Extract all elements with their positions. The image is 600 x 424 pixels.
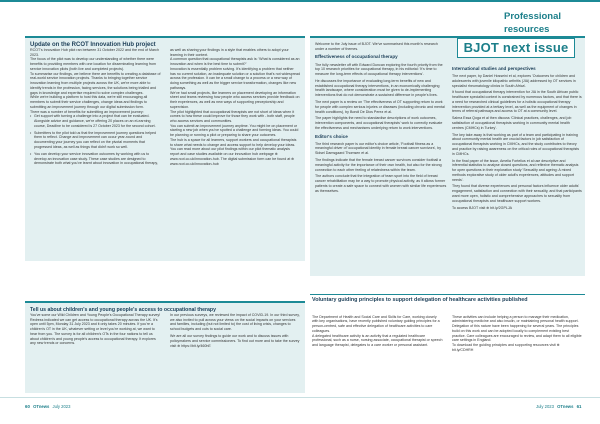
para: RCOT's Innovation Hub pilot ran between 31 October 2022 and the end of March 2023. — [30, 48, 159, 57]
innovation-col-1 — [30, 48, 162, 168]
innovation-hub-title: Update on the RCOT Innovation Hub project — [30, 42, 156, 48]
para: The hub is a space for all learners, support workers and occupational therapists to share what needs to change and access support to help develop your ideas. — [170, 137, 297, 147]
footer-pub-right: OTnews — [557, 404, 574, 409]
bjot-badge — [457, 38, 575, 58]
para: You've some our Wild Children and Young People's Occupational Therapy survey! Redress indicated we can get access to occupational therapy across the UK. It's open until 5pm, Monday 31 July 2023 and it only takes 20 minutes. If you're a children's OT in the UK, whatever setting or level you're working at, we want to hear from you. The survey is for all children's OTs in the four nations to tell us about children's and young people's access to occupational therapy. It explores any new trends or concerns. — [30, 313, 161, 346]
international-heading: International studies and perspectives — [452, 66, 536, 71]
para: There was a number of benefits for submitting an improvement journey: — [30, 109, 144, 114]
intro-text: Welcome to the July issue of BJOT. We've summarised this month's research under a number of themes. — [315, 42, 438, 51]
page-number-left: 60 — [25, 404, 30, 409]
para: The paper highlights the need to standardise descriptions of work outcomes, intervention components, and occupational therapists' work to correctly evaluate the effectiveness and mechanisms underlying return to work interventions. — [315, 116, 443, 130]
para: You can submit an improvement journey anytime. You might be on placement or starting a new job when you've spotted a challenge and forming ideas. You could be planning or running a pilot or preparing to share your outcomes. — [170, 123, 299, 138]
bjot-badge-label: BJOT next issue — [463, 40, 569, 56]
section-title: Professional resources — [504, 11, 562, 35]
para: In our previous surveys, we reviewed the impact of COVID-19. In our third survey, we also invited to pull across your views on the social impacts on your services and families, including (but not limited to) the cost of living crisis, changes to school budgets and cuts to social care. — [170, 313, 300, 332]
delegation-rule — [310, 294, 585, 295]
para: The next paper, by Daniel Hosseini et al, explores 'Outcomes for children and adolescents with juvenile idiopathic arthritis (JIA) addressed by OT services in specialist rheumatology clinics in South Africa'. — [452, 74, 576, 88]
para: We've had small projects, like learners on placement developing an information sheet and teams reviewing how people who access services provide feedback on their experiences, as well as new ways of supporting preceptorship and supervision. — [170, 90, 300, 109]
bjot-col-1 — [315, 42, 447, 193]
top-rule — [0, 0, 600, 2]
para: The third research paper is our editor's choice article, 'Football fitness as a meaningful driver of 'occupational identity in female breast cancer survivors', by Sidsel Damsgaard Thomsen et al. — [315, 141, 442, 156]
bottom-rule — [0, 397, 600, 398]
footer-right — [536, 404, 581, 410]
para: In the final paper of the issue, Amelia Fortelius et al use descriptive and inferential statistics to analyse closed questions, and reflexive thematic analysis for open questions in their exploration study 'Sexuality and ageing: A mixed methods explorative study of older adult's experiences, attitudes and support needs'. — [452, 158, 579, 182]
para: These activities can include helping a person to manage their medication, administering medicine and also insulin, or maintaining personal health support. Delegation of this nature have been happening for several years. The principles build on this work and can be adopted locally to complement existing best practice. Care colleagues are encouraged to review, and adapt them to all eligible care settings in England. To download the guiding principles and supporting resources visit ⊕ bit.ly/CDHRH — [452, 314, 582, 352]
para: You can read more about our pilot findings within our pilot thematic analysis report and case studies available on our innovation hub webpage ⊕ www.rcot.co.uk/innovation-hub. The digital submission form can be found at ⊕ www.rcot.co.uk/innovation-hub — [170, 147, 295, 166]
para: He discusses the importance of evaluating long-term benefits of new and established occupational therapy interventions, in an economically challenging health landscape, where consideration must be given to de-implementing interventions that do not demonstrate a sustained difference in people's lives. — [315, 78, 440, 98]
para: The Department of Health and Social Care and Skills for Care, working closely with key organisations, have recently published voluntary guiding principles for a person-centred, safe and effective delegation of healthcare activities to care colleagues. A delegated healthcare activity is an activity that a regulated healthcare professional, such as a nurse, nursing associate, occupational therapist or speech and language therapist, delegates to a care worker or personal assistant. — [312, 314, 443, 348]
para: While we're building a platform to host this data, we're still encouraging all members to submit their service challenges, change ideas and findings to submitting an improvement journey through our digital submission form. — [30, 95, 148, 109]
para: Innovation is essentially problem solving. It's identifying a problem that neither has no current solution, an inadequate solution or a solution that's not widespread across the profession. It can be a small change to a process or a new way of doing something as well as the bigger service transformation, changes like new pathways. — [170, 66, 300, 90]
page-number-right: 61 — [576, 404, 582, 409]
para: They found that diverse experiences and personal factors influence older adults' engagement, satisfaction and connection with their sexuality, and that participants want more open, holistic and comprehensive approaches to sexuality from occupational therapists and healthcare support workers. — [452, 184, 582, 203]
footer-pub-left: OTnews — [33, 404, 50, 409]
para: A common question that occupational therapists ask is: 'What is considered as an innovation and when is the best time to submit?' — [170, 57, 300, 67]
list-item: • Submitters to the pilot told us that the improvement journey questions helped them to reflect. Change and improvement can occur year-round and documenting your journey you can reflect on the pivotal moments that progressed ideas, as well as things that didn't work so well. — [30, 131, 162, 150]
bjot-link[interactable]: To access BJOT visit ⊕ bit.ly/2GPLJA — [452, 205, 513, 210]
para: To summarise our findings, we believe there are benefits to creating a database of real-world service innovation projects. Thanks to bringing together service innovation learning from multiple projects across the UK, we're more able to identify trends in the profession, facing services, the solutions being trialled and gaps in knowledge and expertise required to solve complex challenges. — [30, 71, 161, 95]
para: Salma Essa Qoga et al then discuss 'Clinical practices, challenges, and job satisfaction of occupational therapists working in community mental health centres (CMHCs) in Turkey'. — [452, 116, 572, 130]
list-item: • Get support with turning a challenge into a project that can be evaluated. Alongside advice and guidance, we're offering 20 places on an eLearning course, Deadline to be considered is 27 October 2023 for the second cohort. — [30, 114, 162, 128]
delegation-col-1 — [312, 310, 444, 353]
para: as well as sharing your findings in a style that enables others to adopt your learning in their context. — [170, 48, 289, 57]
para: The key take away is that working as part of a team and participating in training about community mental health are crucial factors in job satisfaction of occupational therapists working in CMHCs, and the study contributes to theory and practice by raising awareness on the critical roles of occupational therapists in CMHCs. — [452, 132, 580, 156]
para: It found that occupational therapy intervention for JIA in the South African public healthcare specialist context is constrained by numerous factors, and that there is a need for researched clinical guidelines for a holistic occupational therapy intervention provided at a tertiary level, as well as the equipment of changes in terms of referral pathways and access to OT at a community level. — [452, 90, 582, 114]
editors-choice-heading: Editor's choice — [315, 133, 348, 139]
innovation-col-2 — [170, 48, 300, 166]
bjot-col-2 — [452, 66, 582, 210]
children-survey-title: Tell us about children's and young people's access to occupational therapy — [30, 307, 216, 313]
para: The findings indicate that the female breast cancer survivors consider football a meaningful activity for the importance of their own health, but also for the strong connection to each other feeling of relatedness within the team. — [315, 158, 442, 172]
para: We are all our survey findings to guide our work and to discuss issues with policymakers and service commissioners. To find out more and to take the survey visit ⊕ https://bit.ly/460hE — [170, 334, 300, 348]
effectiveness-heading: Effectiveness of occupational therapy — [315, 54, 398, 60]
para: The next paper is a review on 'The effectiveness of OT supporting return to work for people with complex serious injuries or diseases (including chronic and mental health conditions), by Bondi De Dios Perez et al. — [315, 100, 445, 114]
delegation-col-2 — [452, 310, 582, 357]
children-col-1 — [30, 313, 162, 346]
para: The authors conclude that the integration of team sport into the field of breast cancer rehabilitation may be a way to promote physical activity, as it allows former patients to create a safe space to connect with women with similar life experiences as themselves. — [315, 174, 447, 193]
footer-date-right: July 2023 — [536, 404, 554, 409]
delegation-title: Voluntary guiding principles to support delegation of healthcare activities published — [312, 297, 528, 303]
children-col-2 — [170, 313, 300, 349]
benefits-list — [30, 114, 162, 166]
footer-date-left: July 2023 — [52, 404, 71, 409]
footer-left — [25, 404, 70, 410]
para: The fully newsletter off with Edward Duncan exploring the fourth priority from the top 10 research priorities for occupational therapy, in his editorial: 'It's time to measure the long-term effects of occupational therapy interventions'. — [315, 62, 443, 76]
list-item: • You can develop your service innovation outcomes by working with us to develop an innovation case study. These case studies are designed to demonstrate both what you've learnt about innovation in occupational therapy, — [30, 152, 162, 166]
para: The focus of the pilot was to develop our understanding of whether there were benefits to providing members with one location for disseminating learning from service innovation pilots (both live and completed projects). — [30, 57, 157, 71]
para: The pilot highlighted that occupational therapists are not short of ideas when it comes to how these could improve for those they work with - both staff, people who access services and communities. — [170, 109, 295, 124]
